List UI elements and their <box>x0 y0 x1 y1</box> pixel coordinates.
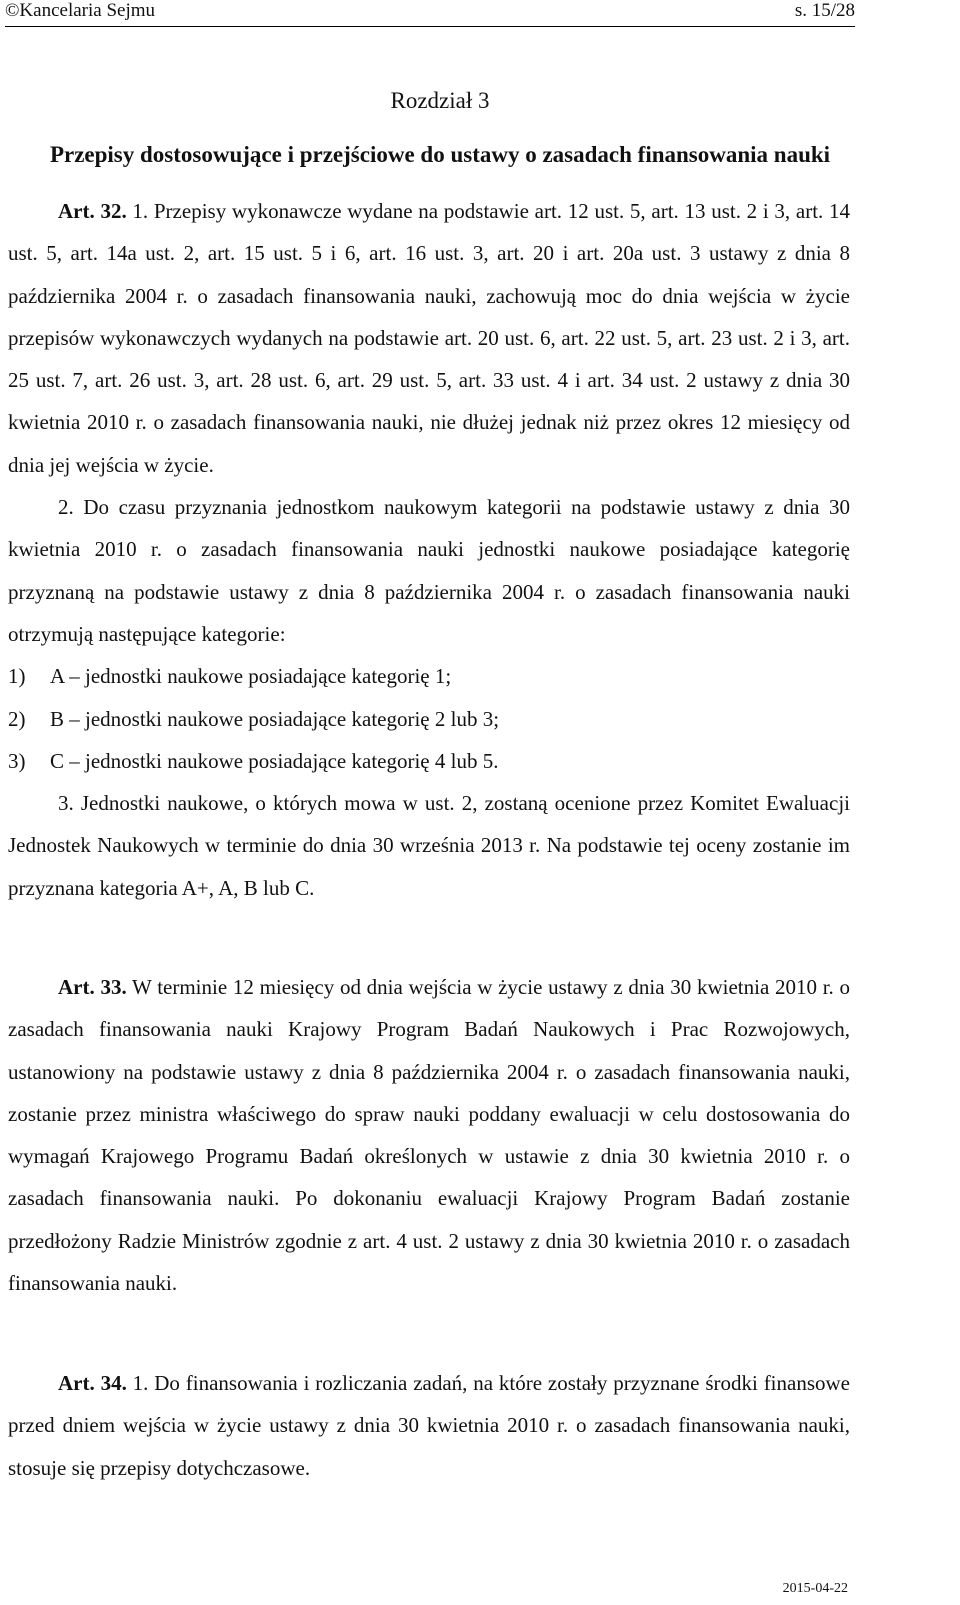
art33-text: W terminie 12 miesięcy od dnia wejścia w życie ustawy z dnia 30 kwietnia 2010 r. o zasadach finansowania nauki Krajowy Program Badań Naukowych i Prac Rozwojowych, ustanowiony na podstawie ustawy z dnia 8 października 2004 r. o zasadach finansowania nauki, zostanie przez ministra właściwego do spraw nauki poddany ewaluacji w celu dostosowania do wymagań Krajowego Programu Badań określonych w ustawie z dnia 30 kwietnia 2010 r. o zasadach finansowania nauki. Po dokonaniu ewaluacji Krajowy Program Badań zostanie przedłożony Radzie Ministrów zgodnie z art. 4 ust. 2 ustawy z dnia 30 kwietnia 2010 r. o zasadach finansowania nauki. <box>8 975 851 1296</box>
article-33 <box>8 966 850 1304</box>
page-header <box>5 0 855 27</box>
list-item-text: C – jednostki naukowe posiadające kategorię 4 lub 5. <box>50 748 499 773</box>
art32-paragraph-1 <box>8 190 850 486</box>
publisher-label: ©Kancelaria Sejmu <box>5 0 156 21</box>
art33-label: Art. 33. <box>58 975 127 999</box>
document-date: 2015-04-22 <box>782 1581 848 1596</box>
art34-label: Art. 34. <box>58 1371 127 1395</box>
list-item-text: B – jednostki naukowe posiadające kategorię 2 lub 3; <box>50 706 500 731</box>
list-item <box>8 655 850 697</box>
art32-paragraph-3: 3. Jednostki naukowe, o których mowa w ust. 2, zostaną ocenione przez Komitet Ewaluacji Jednostek Naukowych w terminie do dnia 30 września 2013 r. Na podstawie tej oceny zostanie im przyznana kategoria A+, A, B lub C. <box>8 791 850 900</box>
page-number: s. 15/28 <box>794 0 855 21</box>
list-item-text: A – jednostki naukowe posiadające kategorię 1; <box>50 664 452 689</box>
list-item-number: 3) <box>8 748 26 773</box>
list-item-number: 1) <box>8 664 26 689</box>
list-item <box>8 698 850 740</box>
art34-paragraph <box>8 1362 850 1489</box>
art32-label: Art. 32. <box>58 199 127 223</box>
art32-p1-text: 1. Przepisy wykonawcze wydane na podstawie art. 12 ust. 5, art. 13 ust. 2 i 3, art. 14 ust. 5, art. 14a ust. 2, art. 15 ust. 5 i 6, art. 16 ust. 3, art. 20 i art. 20a ust. 3 ustawy z dnia 8 października 2004 r. o zasadach finansowania nauki, zachowują moc do dnia wejścia w życie przepisów wykonawczych wydanych na podstawie art. 20 ust. 6, art. 22 ust. 5, art. 23 ust. 2 i 3, art. 25 ust. 7, art. 26 ust. 3, art. 28 ust. 6, art. 29 ust. 5, art. 33 ust. 4 i art. 34 ust. 2 ustawy z dnia 30 kwietnia 2010 r. o zasadach finansowania nauki, nie dłużej jednak niż przez okres 12 miesięcy od dnia jej wejścia w życie. <box>8 199 850 477</box>
list-item-number: 2) <box>8 706 26 731</box>
list-item <box>8 740 850 782</box>
article-34 <box>8 1362 850 1489</box>
art34-text: 1. Do finansowania i rozliczania zadań, na które zostały przyznane środki finansowe przed dniem wejścia w życie ustawy z dnia 30 kwietnia 2010 r. o zasadach finansowania nauki, stosuje się przepisy dotychczasowe. <box>8 1371 850 1480</box>
art33-paragraph <box>8 966 850 1304</box>
chapter-title: Przepisy dostosowujące i przejściowe do ustawy o zasadach finansowania nauki <box>49 142 831 167</box>
article-32 <box>8 190 850 909</box>
chapter-number: Rozdział 3 <box>390 88 490 113</box>
art32-paragraph-2: 2. Do czasu przyznania jednostkom naukowym kategorii na podstawie ustawy z dnia 30 kwietnia 2010 r. o zasadach finansowania nauki jednostki naukowe posiadające kategorię przyznaną na podstawie ustawy z dnia 8 października 2004 r. o zasadach finansowania nauki otrzymują następujące kategorie: <box>8 495 850 646</box>
